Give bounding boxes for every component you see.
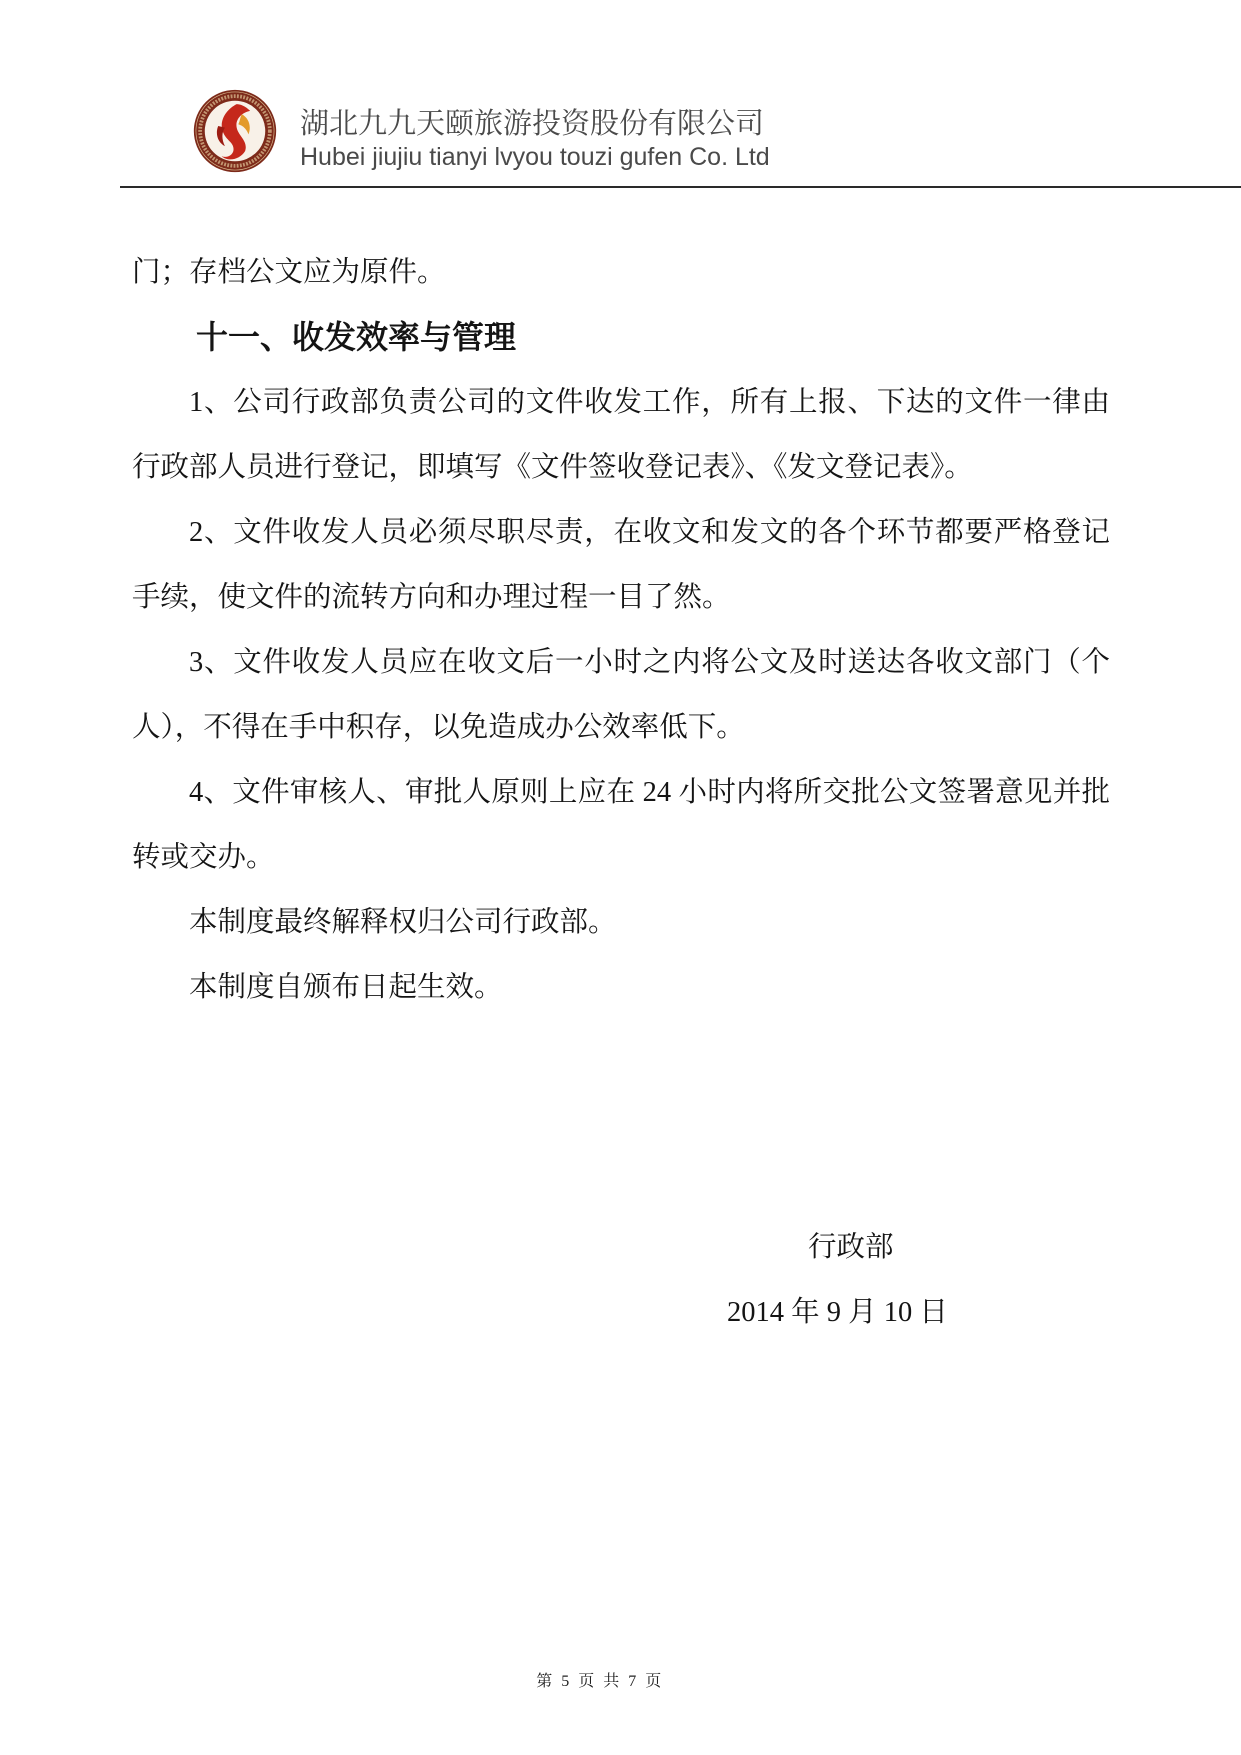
company-name-chinese: 湖北九九天颐旅游投资股份有限公司 bbox=[300, 106, 765, 140]
page-number: 第 5 页 共 7 页 bbox=[536, 1673, 664, 1690]
document-body bbox=[132, 240, 1110, 1020]
closing-statement: 本制度最终解释权归公司行政部。 bbox=[189, 907, 617, 938]
list-item bbox=[132, 500, 1110, 630]
list-item-line: 2、文件收发人员必须尽职尽责，在收文和发文的各个环节都要严格登记 bbox=[189, 517, 1110, 548]
list-item bbox=[132, 760, 1110, 890]
list-item-line: 4、文件审核人、审批人原则上应在 24 小时内将所交批公文签署意见并批 bbox=[189, 777, 1110, 808]
header-divider bbox=[120, 186, 1241, 188]
list-item bbox=[132, 630, 1110, 760]
company-name-english: Hubei jiujiu tianyi lvyou touzi gufen Co. Ltd bbox=[300, 143, 770, 171]
list-item-line: 3、文件收发人员应在收文后一小时之内将公文及时送达各收文部门（个 bbox=[189, 647, 1110, 678]
list-item-line: 行政部人员进行登记，即填写《文件签收登记表》、《发文登记表》。 bbox=[132, 452, 973, 483]
signature-department: 行政部 bbox=[808, 1232, 894, 1263]
continued-text-line: 门；存档公文应为原件。 bbox=[132, 257, 446, 288]
company-logo bbox=[193, 89, 277, 173]
list-item-line: 转或交办。 bbox=[132, 842, 275, 873]
signature-date: 2014 年 9 月 10 日 bbox=[727, 1297, 948, 1328]
list-item-line: 1、公司行政部负责公司的文件收发工作，所有上报、下达的文件一律由 bbox=[189, 387, 1110, 418]
section-heading: 十一、收发效率与管理 bbox=[196, 318, 517, 356]
list-item-line: 手续，使文件的流转方向和办理过程一目了然。 bbox=[132, 582, 731, 613]
letterhead bbox=[0, 0, 1241, 200]
list-item bbox=[132, 370, 1110, 500]
closing-statement: 本制度自颁布日起生效。 bbox=[189, 972, 503, 1003]
list-item-line: 人），不得在手中积存，以免造成办公效率低下。 bbox=[132, 712, 745, 743]
